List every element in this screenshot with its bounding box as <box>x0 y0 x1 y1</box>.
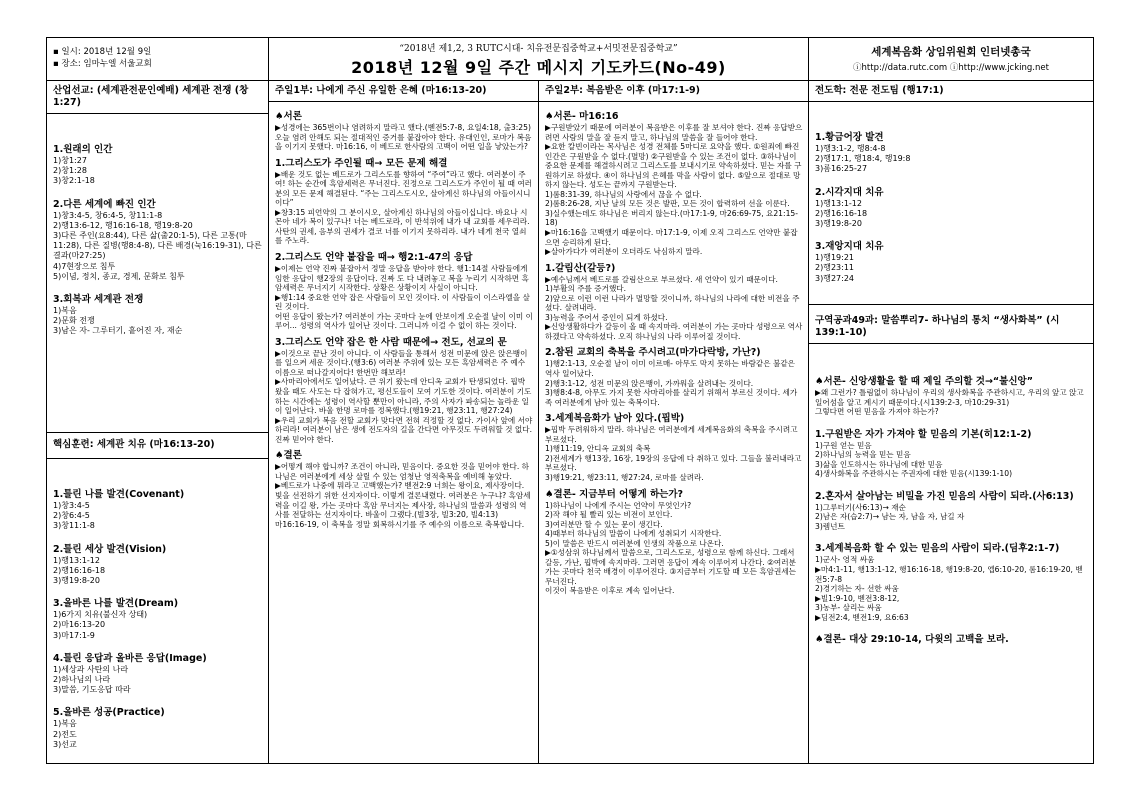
section-item: 1)행3:1-2, 행8:4-8 <box>815 144 886 153</box>
section-heading: 3.세계복음화 할 수 있는 믿음의 사람이 되라.(딤후2:1-7) <box>815 543 1060 555</box>
section-item: 2)창6:4-5 <box>53 511 90 521</box>
section-heading: 4.틀린 응답과 올바른 응답(Image) <box>53 652 207 664</box>
section-item: ▶성경에는 365번이나 염려하지 말라고 했다.(벧전5:7-8, 요일4:18, 출3:25) 오늘 염려 안해도 되는 절대적인 증거를 붙잡아야 한다. 유대인인, 로마가 복음을 이기지 못했다. 마16:16, 이 베드로 한사람의 고백이 어떤 일을 낳았는가? <box>275 123 532 152</box>
section-item: 3)창2:1-18 <box>53 176 95 186</box>
section-item: 1)창3:4-5, 창6:4-5, 창11:1-8 <box>53 210 163 220</box>
section-item: ▶배운 것도 없는 베드로가 그리스도를 향하여 “주여”라고 했다. 여러분이 주여! 하는 순간에 흑암세력은 무너진다. 진정으로 그리스도가 주인이 될 때 여러분의 모든 문제 해결된다. “주는 그리스도시오, 살아계신 하나님의 아들이시니이다” <box>275 169 532 208</box>
section-heading: 2.참된 교회의 축복을 주시려고(마가다락방, 가난?) <box>545 347 761 359</box>
section-item: ▶핍박 두려워하지 말라. 하나님은 여러분에게 세계복음화의 축복을 주시려고 부르셨다. <box>545 425 798 444</box>
section-item: 2)롬8:26-28, 지난 날의 모든 것은 발판, 모든 것이 합력하여 선을 이룬다. <box>545 199 790 209</box>
section-heading: 2.틀린 세상 발견(Vision) <box>53 543 167 555</box>
section-item: 3)렘넌트 <box>815 521 845 531</box>
column-title: 주일1부: 나에게 주신 유일한 은혜 (마16:13-20) <box>269 80 538 102</box>
column-title: 전도학: 전문 전도팀 (행17:1) <box>809 80 1093 102</box>
section-item: 2)작 해야 될 빨리 있는 비전이 보인다. <box>545 510 673 520</box>
section-item: 2)전세계가 행13장, 16장, 19장의 응답에 다 취하고 있다. 그들을 불러내라고 부르셨다. <box>545 453 802 473</box>
section-item: 3)행8:4-8, 아무도 가지 못한 사마리아를 살리기 위해서 부르신 것이다. 세가족 여러분에게 남아 있는 축복이다. <box>545 388 798 407</box>
section-item: 어떤 응답이 왔는가? 여러분이 가는 곳마다 눈에 안보이게 오순절 날이 이미 이루어... 성령의 역사가 일어난 것이다. 그러니까 이걸 수 없이 하는 것이다. <box>275 311 533 331</box>
section-item: 2)창1:28 <box>53 166 87 176</box>
section-item: 1)세상과 사탄의 나라 <box>53 664 129 674</box>
header-title-area <box>269 38 809 80</box>
section-item: 1)그루터기(사6:13)→ 재순 <box>815 502 906 512</box>
section-heading: 2.시각지대 치유 <box>815 186 884 198</box>
section-item: 2)행3:1-12, 성전 미문의 앉은뱅이, 가까워을 살려내는 것이다. <box>545 378 754 388</box>
section-item: 2)남은 자(습2:7)→ 남는 자, 남을 자, 남길 자 <box>815 512 965 522</box>
org-urls: ⓘhttp://data.rutc.com ⓘhttp://www.jcking.net <box>853 63 1049 73</box>
header-date: ▪ 일시: 2018년 12월 9일 <box>53 47 152 57</box>
section-item: 1)행13:1-12 <box>53 555 100 565</box>
section-item: 3)여러분만 할 수 있는 문이 생긴다. <box>545 519 663 529</box>
section-item: 3)능력을 주어서 증인이 되게 하셨다. <box>545 312 668 322</box>
section-item: 1)행13:1-12 <box>815 198 862 208</box>
header-subtitle: “2018년 제1,2, 3 RUTC시대- 치유전문집중학교+서밋전문집중학교” <box>399 44 678 54</box>
section-heading: ♠결론- 대상 29:10-14, 다윗의 고백을 보라. <box>815 634 1009 646</box>
section-heading: 3.그리스도 언약 잡은 한 사람 때문에→ 전도, 선교의 문 <box>275 336 507 348</box>
section-item: 그렇다면 어떤 믿음을 가져야 하는가? <box>815 407 939 417</box>
section-heading: 1.틀린 나를 발견(Covenant) <box>53 489 185 500</box>
section-heading: 1.황금어장 발견 <box>815 132 884 143</box>
section-heading: 1.원래의 인간 <box>53 144 113 155</box>
section-item: 1)행11:19, 안디옥 교회의 축복 <box>545 444 651 454</box>
section-item: ▶이것으로 끝난 것이 아니다. 이 사람들을 통해서 성전 미문에 앉은 앉은뱅이를 일으켜 세운 것이다.(행3:6) 여러분 주위에 있는 모든 흑암세력은 주 예수 이름으로 떠나갈지어다! 한번만 해보라! <box>275 348 528 377</box>
column-sunday-1 <box>269 80 539 763</box>
section-item: 2)행23:11 <box>815 263 854 273</box>
section-item: 2)하나님의 능력을 믿는 믿음 <box>815 450 911 460</box>
section-item: 1)부활의 주를 증거했다. <box>545 284 627 294</box>
section-heading: 3.회복과 세계관 전쟁 <box>53 294 144 306</box>
section-item: 5)이념, 정치, 종교, 경제, 문화로 침투 <box>53 271 185 281</box>
section-item: ▶구원받았기 때문에 여러분이 복음받은 이후를 잘 보셔야 한다. 진짜 응답받으려면 사람의 말을 잘 듣지 말고, 하나님의 말씀을 잘 들어야 한다. <box>545 123 803 142</box>
card-header <box>47 38 1093 81</box>
section-heading: 3.재앙지대 치유 <box>815 241 884 253</box>
column-body <box>809 102 1093 284</box>
section-item: 1)하나님이 나에게 주시는 언약이 무엇인가? <box>545 500 692 510</box>
section-heading: 1.구원받은 자가 가져야 할 믿음의 기본(히12:1-2) <box>815 428 1032 440</box>
section-item: 3)다른 주인(요8:44), 다른 삶(출20:1-5), 다른 고통(마11:28), 다른 질병(행8:4-8), 다른 배경(눅16:19-31), 다른 결과(마27:25) <box>53 231 262 261</box>
section-heading: 2.혼자서 살아남는 비밀을 가진 믿음의 사람이 되라.(사6:13) <box>815 490 1074 502</box>
section-heading: 3.세계복음화가 남아 있다.(핍박) <box>545 413 685 425</box>
section-item: 3)남은 자- 그루터기, 흩어진 자, 재순 <box>53 326 183 336</box>
section-item: 2)행13:6-12, 행16:16-18, 행19:8-20 <box>53 220 193 230</box>
section-heading: 2.다른 세계에 빠진 인간 <box>53 198 156 210</box>
column-body <box>809 344 1093 646</box>
section-item: 1)롬8:31-39, 하나님의 사랑에서 끊을 수 없다. <box>545 189 702 199</box>
section-heading: 1.갈림산(갈등?) <box>545 262 616 274</box>
section-item: ▶①성삼위 하나님께서 말씀으로, 그리스도로, 성령으로 함께 하신다. 그래서 갈등, 가난, 핍박에 속지마라. 그러면 응답이 계속 이루어져 나간다. ②여러분 가는 곳마다 천국 배경이 이루어진다. ③지금부터 기도할 때 모든 흑암권세는 무너진다. <box>545 548 797 586</box>
section-item: 1)행19:21 <box>815 253 854 263</box>
section-item: 1)행2:1-13, 오순절 날이 이미 이르매- 아무도 막지 못하는 바람같은 불같은 역사 일어났다. <box>545 359 796 379</box>
section-item: ▶빌1:9-10, 벧전3:8-12, <box>815 593 900 603</box>
section-item: 3)삶을 인도하시는 하나님에 대한 믿음 <box>815 459 943 469</box>
section-item: 2)하나님의 나라 <box>53 675 111 685</box>
section-item: 2)행17:1, 행18:4, 행19:8 <box>815 154 911 164</box>
section-item: 1)창3:4-5 <box>53 501 90 510</box>
column-title-cell-lesson: 구역공과49과: 말씀뿌리7- 하나님의 통치 “생사화복” (시139:1-10) <box>809 304 1093 344</box>
section-item: ▶행1:14 중요한 언약 잡은 사람들이 모인 것이다. 이 사람들이 이스라엘을 살린 것이다. <box>275 292 530 312</box>
section-heading: ♠서론 <box>275 111 302 122</box>
section-item: 1)복음 <box>53 306 77 316</box>
org-name: 세계복음화 상임위원회 인터넷총국 <box>871 46 1031 58</box>
column-body <box>47 114 268 337</box>
section-item: ▶왜 그런가? 틀림없이 하나님이 우리의 생사화복을 주관하시고, 우리의 앞고 앉고 일어섬을 알고 계시기 때문이다.(시139:2-3, 마10:29-31) <box>815 388 1084 407</box>
section-item: 1)구원 얻는 믿음 <box>815 440 872 450</box>
section-item: ▶신앙생활하다가 갈등이 올 때 속지마라. 여러분이 가는 곳마다 성령으로 역사하겠다고 약속하셨다. 오직 하나님의 나라 이루어질 것이다. <box>545 322 803 341</box>
section-item: 1)창1:27 <box>53 156 87 165</box>
section-item: 1)복음 <box>53 719 77 729</box>
column-title-core-training: 핵심훈련: 세계관 치유 (마16:13-20) <box>47 432 268 459</box>
section-item: 2)마16:13-20 <box>53 620 106 630</box>
column-industrial-mission <box>47 80 269 763</box>
section-heading: 1.그리스도가 주인될 때→ 모든 문제 해결 <box>275 157 448 169</box>
section-item: 3)실수했는데도 하나님은 버리지 않는다.(마17:1-9, 마26:69-75, 요21:15-18) <box>545 208 798 228</box>
header-place: ▪ 장소: 임마누엘 서울교회 <box>53 59 152 69</box>
section-item: 1)6가지 치유(불신자 상태) <box>53 610 148 620</box>
section-item: 이것이 복음받은 이후로 계속 일어난다. <box>545 586 675 596</box>
section-item: ▶살아가다가 여러분이 오더라도 낙심하지 말라. <box>545 247 703 257</box>
section-heading: 2.그리스도 언약 붙잡을 때→ 행2:1-47의 응답 <box>275 252 473 264</box>
section-item: ▶이제는 언약 진짜 붙잡아서 정말 응답을 받아야 한다. 행1:14절 사람들에게 임한 응답이 행2장의 응답이다. 진짜 도 다 내려놓고 복을 누리기 시작하면 흑암세력은 무너지기 시작한다. 상황은 상황이지 사실이 아니다. <box>275 264 529 293</box>
section-item: 3)롬16:25-27 <box>815 164 868 174</box>
page-title: 2018년 12월 9일 주간 메시지 기도카드(No-49) <box>351 58 726 77</box>
section-item: ▶사마리아에서도 일어났다. 큰 위기 왔는데 안디옥 교회가 탄생되었다. 핍박 왔을 때도 사도는 다 잡혀가고, 평신도들이 모여 기도한 것이다. 여러분이 기도하는 시간에는 성령이 역사할 뿐만이 아니라, 주의 사자가 파송되는 놀라운 일이 일어난다. 바울 한명 로마를 정복했다.(행19:21, 행23:11, 행27:24) <box>275 377 532 416</box>
section-item: 4)때부터 하나님의 말씀이 나에게 성취되기 시작한다. <box>545 529 722 539</box>
column-title: 산업선교: (세계관전문인예배) 세계관 전쟁 (창1:27) <box>47 80 268 114</box>
section-item: ▶어떻게 해야 합니까? 조건이 아니라, 믿음이다. 중요한 것을 믿어야 한다. 하나님은 여러분에게 세상 살릴 수 있는 엄청난 영적축복을 예비해 놓았다. <box>275 462 529 481</box>
header-org <box>809 38 1093 80</box>
section-item: 4)7현장으로 침투 <box>53 261 116 271</box>
section-item: 2)행16:16-18 <box>815 208 868 218</box>
section-item: ▶우리 교회가 복음 전할 교회가 맞다면 전혀 걱정할 것 없다. 가이사 앞에 서야 하리라! 여러분이 남은 생에 전도자의 길을 간다면 아무것도 두려워할 것 없다. 진짜 믿어야 한다. <box>275 415 533 444</box>
section-item: 3)농부- 살리는 싸움 <box>815 603 882 613</box>
section-item: 3)창11:1-8 <box>53 521 95 531</box>
column-sunday-2 <box>539 80 809 763</box>
section-item: 2)문화 전쟁 <box>53 316 95 326</box>
column-evangelism <box>809 80 1093 763</box>
section-heading: ♠서론- 마16:16 <box>545 111 619 122</box>
section-item: 2)앞으로 이런 이런 나라가 멸망할 것이니까, 하나님의 나라에 대한 비전을 주셨다. 살려내라. <box>545 293 800 313</box>
section-heading: ♠서론- 신앙생활을 할 때 제일 주의할 것→“불신앙” <box>815 376 1033 387</box>
section-item: 5)이 말씀은 반드시 여러분에 인생의 작품으로 나온다. <box>545 538 724 548</box>
section-item: 2)행16:16-18 <box>53 565 106 575</box>
section-heading: ♠결론- 지금부터 어떻게 하는가? <box>545 488 684 500</box>
column-title: 주일2부: 복음받은 이후 (마17:1-9) <box>539 80 808 102</box>
section-heading: ♠결론 <box>275 450 302 462</box>
column-body <box>47 459 268 750</box>
section-item: ▶베드로가 나중에 뭐라고 고백했는가? 벧전2:9 너희는 왕이요, 제사장이다. 빛을 선전하기 위한 선지자이다. 이렇게 결론내렸다. 여러분은 누구냐? 흑암세력을 이길 왕, 가는 곳마다 흑암 무너지는 제사장, 하나님의 말씀과 성령의 역사를 전달하는 선지자이다. 바울이 그랬다.(빌3장, 빌3:20, 빌4:13) <box>275 481 531 520</box>
section-item: 3)행19:21, 행23:11, 행27:24, 로마를 살려라. <box>545 472 704 482</box>
section-item: ▶요한 칼빈이라는 목사님은 성경 전체를 5마디로 요약을 했다. ①원죄에 빠진 인간은 구원받을 수 없다.(멸망) ②구원받을 수 있는 조건이 없다. ③하나님이 중요한 문제를 해결하시려고 그리스도를 보내시기로 약속하셨다. 믿는 자를 구원하기로 하셨다. ④이 하나님의 은혜를 막을 사람이 없다. ⑤앞으로 절대로 망하지 않는다. 성도는 끝까지 구원받는다. <box>545 142 802 190</box>
section-item: 2)경기하는 자- 선한 싸움 <box>815 584 899 594</box>
section-item: 1)군사- 영적 싸움 <box>815 555 875 565</box>
section-item: 마16:16-19, 이 축복을 정말 회복하시기를 주 예수의 이름으로 축복합니다. <box>275 519 525 529</box>
section-item: 3)행27:24 <box>815 273 854 283</box>
section-item: ▶마4:1-11, 행13:1-12, 행16:16-18, 행19:8-20, 엡6:10-20, 롬16:19-20, 벧전5:7-8 <box>815 565 1083 584</box>
section-item: 3)행19:8-20 <box>815 219 862 229</box>
section-item: ▶마16:16을 고백했기 때문이다. 마17:1-9, 이제 오직 그리스도 언약만 붙잡으면 승리하게 된다. <box>545 228 798 247</box>
column-body <box>539 102 808 596</box>
prayer-card <box>46 37 1094 764</box>
section-item: 3)마17:1-9 <box>53 630 95 640</box>
section-item: 3)행19:8-20 <box>53 576 100 586</box>
section-item: ▶예수님께서 베드로를 갈림산으로 부르셨다. 새 언약이 있기 때문이다. <box>545 274 778 284</box>
section-item: 3)선교 <box>53 739 77 749</box>
section-item: 3)말씀, 기도응답 따라 <box>53 685 131 695</box>
section-heading: 5.올바른 성공(Practice) <box>53 707 165 719</box>
section-heading: 3.올바른 나를 발견(Dream) <box>53 598 179 610</box>
header-info <box>47 38 269 80</box>
section-item: 4)생사화복을 주관하시는 주권자에 대한 믿음(시139:1-10) <box>815 469 1013 479</box>
section-item: ▶창3:15 피언약의 그 분이시오, 살아계신 하나님의 아들이십니다. 바요나 시몬아 네가 복이 있구나! 너는 베드로라, 이 반석위에 내가 내 교회를 세우리라. 사탄의 권세, 음부의 권세가 결코 너를 이기지 못하리라. 내가 네게 천국 열쇠를 주노라. <box>275 207 530 246</box>
section-item: ▶딤전2:4, 벧전1:9, 요6:63 <box>815 612 909 622</box>
section-item: 2)전도 <box>53 729 77 739</box>
column-body <box>269 102 538 529</box>
